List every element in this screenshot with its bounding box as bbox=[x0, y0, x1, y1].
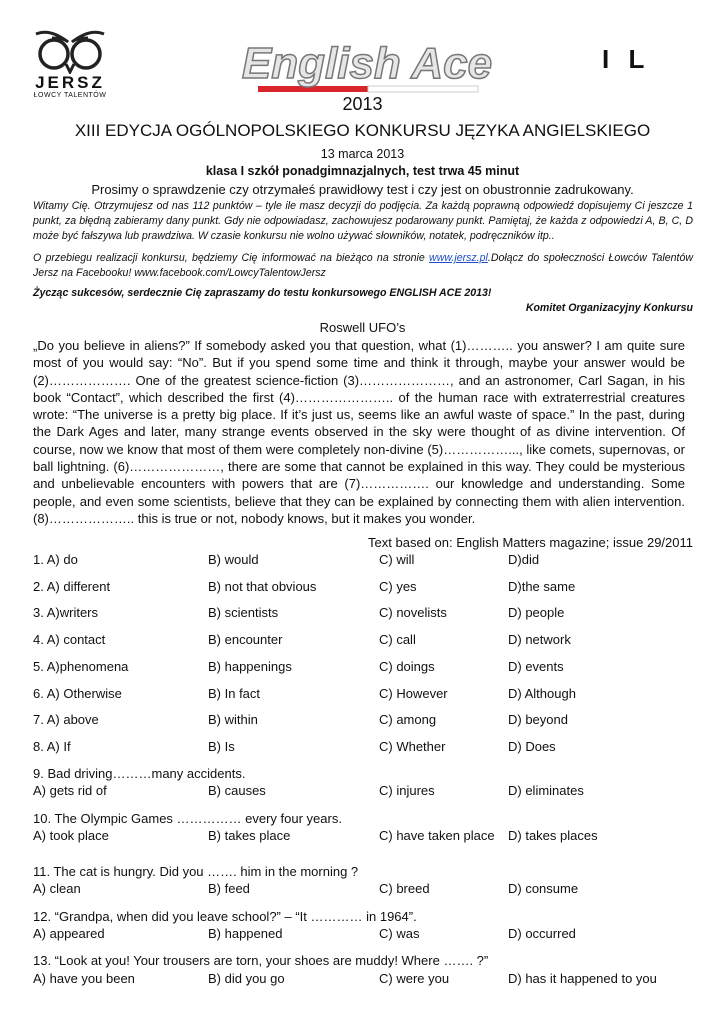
option-d[interactable]: D) takes places bbox=[508, 828, 598, 843]
question-row bbox=[33, 552, 693, 569]
question-row bbox=[33, 881, 693, 898]
option-d[interactable]: D) people bbox=[508, 605, 565, 620]
contest-date: 13 marca 2013 bbox=[320, 147, 405, 161]
website-link[interactable]: www.jersz.pl bbox=[429, 252, 488, 264]
option-c[interactable]: C) were you bbox=[379, 971, 450, 986]
option-b[interactable]: B) scientists bbox=[208, 605, 279, 620]
option-a[interactable]: A) appeared bbox=[33, 926, 105, 941]
good-luck-note: Życząc sukcesów, serdecznie Cię zapraszamy do testu konkursowego ENGLISH ACE 2013! bbox=[33, 287, 492, 299]
option-a[interactable]: 2. A) different bbox=[33, 579, 111, 594]
question-row bbox=[33, 828, 693, 845]
option-c[interactable]: C) have taken place bbox=[379, 828, 495, 843]
option-b[interactable]: B) happened bbox=[208, 926, 283, 941]
option-b[interactable]: B) encounter bbox=[208, 632, 283, 647]
question-row bbox=[33, 971, 693, 988]
option-c[interactable]: C) yes bbox=[379, 579, 417, 594]
welcome-instructions: Witamy Cię. Otrzymujesz od nas 112 punktów – tyle ile masz decyzji do podjęcia. Za każdą poprawną odpowiedź dopisujemy Ci jeszcze 1 punkt, za błędną zabieramy dany punkt. Gdy nie odpowiadasz, zachowujesz podarowany punkt. Pamiętaj, że każda z odpowiedzi A, B, C, D może być fałszywa lub prawdziwa. W czasie konkursu nie wolno używać słowników, notatek, podręczników itp.. bbox=[33, 200, 693, 242]
option-d[interactable]: D)the same bbox=[508, 579, 576, 594]
option-a[interactable]: 3. A)writers bbox=[33, 605, 99, 620]
story-text: „Do you believe in aliens?” If somebody asked you that question, what (1)……….. you answer? I am quite sure most of you would say: “No”. But if you spend some time and think it through, maybe your answer would be (2)………………. One of the greatest science-fiction (3)…………………, and an astronomer, Carl Sagan, in his book “Contact”, which described the first (4)………………….. of the human race with extraterrestrial creatures wrote: “The universe is a pretty big place. If it’s just us, seems like an awful waste of space.” In the past, during the Dark Ages and later, many strange events observed in the sky were thought of as divine intervention. Of course, now we know that most of them were completely non-divine (5)……………..., like comets, supernovas, or ball lightning. (6)…………………, there are some that cannot be explained in this way. They could be mysterious and unbelievable encounters with powers that are (7)……………. our knowledge and understanding. Some people, and even some scientists, believe that they can be explained by connecting them with alien intervention. (8)……………….. this is true or not, nobody knows, but it makes you wonder. bbox=[33, 338, 685, 526]
option-d[interactable]: D) network bbox=[508, 632, 571, 647]
banner-title: English Ace bbox=[241, 39, 493, 88]
question-stem: 13. “Look at you! Your trousers are torn, your shoes are muddy! Where ……. ?” bbox=[33, 953, 489, 968]
option-a[interactable]: 4. A) contact bbox=[33, 632, 106, 647]
test-level: I L bbox=[602, 44, 651, 74]
option-b[interactable]: B) did you go bbox=[208, 971, 285, 986]
option-d[interactable]: D) Does bbox=[508, 739, 556, 754]
option-c[interactable]: C) breed bbox=[379, 881, 430, 896]
question-row bbox=[33, 632, 693, 649]
story-source: Text based on: English Matters magazine; issue 29/2011 bbox=[368, 535, 693, 550]
question-stem: 10. The Olympic Games …………… every four years. bbox=[33, 811, 342, 826]
contact-text: O przebiegu realizacji konkursu, będziemy Cię informować na bieżąco na stronie bbox=[33, 252, 430, 264]
option-d[interactable]: D) Although bbox=[508, 686, 576, 701]
jersz-logo bbox=[30, 30, 110, 99]
option-a[interactable]: 6. A) Otherwise bbox=[33, 686, 122, 701]
option-c[interactable]: C) However bbox=[379, 686, 448, 701]
option-d[interactable]: D) occurred bbox=[508, 926, 576, 941]
option-d[interactable]: D) eliminates bbox=[508, 783, 584, 798]
question-row bbox=[33, 783, 693, 800]
question-stem: 12. “Grandpa, when did you leave school?” – “It ………… in 1964”. bbox=[33, 909, 417, 924]
option-a[interactable]: 1. A) do bbox=[33, 552, 78, 567]
option-a[interactable]: A) took place bbox=[33, 828, 109, 843]
option-a[interactable]: 5. A)phenomena bbox=[33, 659, 129, 674]
committee-signature: Komitet Organizacyjny Konkursu bbox=[525, 302, 693, 314]
english-ace-banner bbox=[238, 28, 496, 96]
option-b[interactable]: B) takes place bbox=[208, 828, 291, 843]
story-title: Roswell UFO’s bbox=[319, 320, 406, 335]
question-row bbox=[33, 712, 693, 729]
option-d[interactable]: D) has it happened to you bbox=[508, 971, 657, 986]
option-a[interactable]: A) have you been bbox=[33, 971, 135, 986]
question-row bbox=[33, 605, 693, 622]
question-row bbox=[33, 686, 693, 703]
option-b[interactable]: B) In fact bbox=[208, 686, 261, 701]
option-b[interactable]: B) Is bbox=[208, 739, 235, 754]
option-a[interactable]: A) clean bbox=[33, 881, 81, 896]
option-b[interactable]: B) feed bbox=[208, 881, 250, 896]
question-row bbox=[33, 659, 693, 676]
option-a[interactable]: A) gets rid of bbox=[33, 783, 107, 798]
contact-text-end: .Dołącz do społeczności Łowców Talentów Jersz na Facebooku! www.facebook.com/LowcyTalentowJersz bbox=[33, 252, 694, 279]
option-b[interactable]: B) would bbox=[208, 552, 259, 567]
question-row bbox=[33, 579, 693, 596]
owl-eyes-icon bbox=[30, 30, 110, 74]
option-c[interactable]: C) call bbox=[379, 632, 416, 647]
option-d[interactable]: D) consume bbox=[508, 881, 579, 896]
option-b[interactable]: B) within bbox=[208, 712, 258, 727]
option-b[interactable]: B) causes bbox=[208, 783, 266, 798]
question-row bbox=[33, 926, 693, 943]
option-d[interactable]: D) events bbox=[508, 659, 564, 674]
option-d[interactable]: D)did bbox=[508, 552, 540, 567]
question-row bbox=[33, 739, 693, 756]
option-c[interactable]: C) among bbox=[379, 712, 437, 727]
option-d[interactable]: D) beyond bbox=[508, 712, 568, 727]
question-stem: 9. Bad driving………many accidents. bbox=[33, 766, 246, 781]
option-b[interactable]: B) happenings bbox=[208, 659, 292, 674]
contest-edition: XIII EDYCJA OGÓLNOPOLSKIEGO KONKURSU JĘZYKA ANGIELSKIEGO bbox=[74, 121, 651, 140]
question-stem: 11. The cat is hungry. Did you ……. him in the morning ? bbox=[33, 864, 359, 879]
option-c[interactable]: C) will bbox=[379, 552, 415, 567]
option-a[interactable]: 8. A) If bbox=[33, 739, 71, 754]
check-note: Prosimy o sprawdzenie czy otrzymałeś prawidłowy test i czy jest on obustronnie zadrukowany. bbox=[91, 182, 634, 197]
option-c[interactable]: C) injures bbox=[379, 783, 435, 798]
option-c[interactable]: C) Whether bbox=[379, 739, 446, 754]
option-c[interactable]: C) doings bbox=[379, 659, 435, 674]
class-info: klasa I szkół ponadgimnazjalnych, test trwa 45 minut bbox=[205, 164, 520, 178]
option-a[interactable]: 7. A) above bbox=[33, 712, 99, 727]
option-c[interactable]: C) novelists bbox=[379, 605, 447, 620]
contest-year: 2013 bbox=[342, 94, 383, 114]
option-b[interactable]: B) not that obvious bbox=[208, 579, 317, 594]
option-c[interactable]: C) was bbox=[379, 926, 420, 941]
contact-info bbox=[33, 251, 693, 281]
logo-name: JERSZ bbox=[35, 73, 105, 92]
logo-tagline: ŁOWCY TALENTÓW bbox=[33, 92, 107, 99]
